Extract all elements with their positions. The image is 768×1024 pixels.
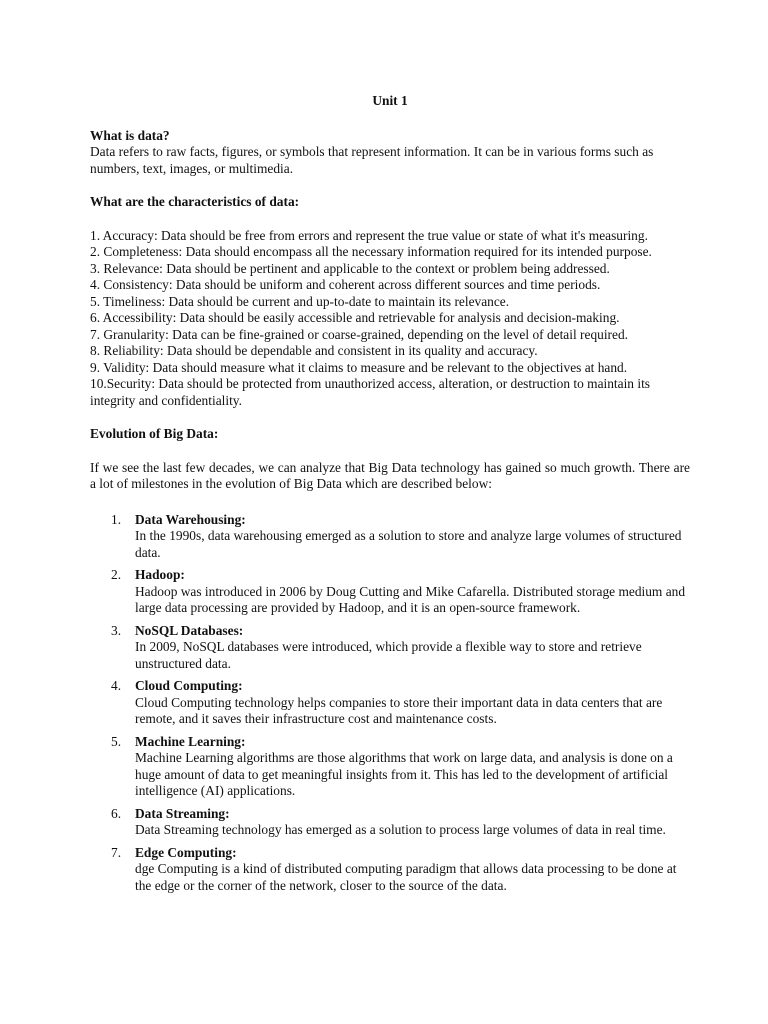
milestone-item — [90, 678, 690, 728]
milestone-number: 7. — [111, 844, 122, 860]
characteristic-item: 9. Validity: Data should measure what it claims to measure and be relevant to the objectives at hand. — [90, 359, 628, 375]
milestone-description: Data Streaming technology has emerged as a solution to process large volumes of data in real time. — [135, 822, 666, 837]
milestone-description: dge Computing is a kind of distributed computing paradigm that allows data processing to be done at the edge or the corner of the network, closer to the source of the data. — [135, 861, 677, 893]
milestone-number: 4. — [111, 678, 122, 693]
milestone-title: Edge Computing: — [135, 844, 237, 860]
document-content — [90, 93, 690, 900]
characteristic-item: 4. Consistency: Data should be uniform and coherent across different sources and time periods. — [90, 277, 601, 292]
milestone-number: 5. — [111, 733, 122, 749]
milestone-title: Data Streaming: — [135, 805, 230, 821]
characteristic-item: 3. Relevance: Data should be pertinent and applicable to the context or problem being addressed. — [90, 260, 610, 276]
evolution-intro: If we see the last few decades, we can analyze that Big Data technology has gained so much growth. There are a lot of milestones in the evolution of Big Data which are described below: — [90, 459, 690, 491]
characteristic-item: 8. Reliability: Data should be dependable and consistent in its quality and accuracy. — [90, 343, 538, 358]
milestone-item — [90, 623, 690, 673]
milestones-list — [90, 512, 690, 895]
milestone-item — [90, 734, 690, 800]
characteristics-list — [90, 228, 690, 410]
characteristic-item: 2. Completeness: Data should encompass all the necessary information required for its intended purpose. — [90, 244, 652, 259]
milestone-item — [90, 806, 690, 839]
milestone-item — [90, 567, 690, 617]
milestone-title: Cloud Computing: — [135, 678, 243, 693]
milestone-title: Machine Learning: — [135, 733, 246, 749]
milestone-title: Hadoop: — [135, 567, 185, 582]
what-is-data-heading: What is data? — [90, 127, 170, 143]
milestone-item — [90, 512, 690, 562]
milestone-title: Data Warehousing: — [135, 511, 246, 527]
characteristics-heading: What are the characteristics of data: — [90, 194, 300, 209]
characteristic-item: 5. Timeliness: Data should be current and up-to-date to maintain its relevance. — [90, 293, 510, 309]
milestone-number: 1. — [111, 511, 122, 527]
milestone-item — [90, 845, 690, 895]
milestone-description: In 2009, NoSQL databases were introduced, which provide a flexible way to store and retrieve unstructured data. — [135, 639, 642, 671]
page-title: Unit 1 — [372, 93, 408, 108]
milestone-number: 3. — [111, 622, 122, 638]
characteristic-item: 1. Accuracy: Data should be free from errors and represent the true value or state of what it's measuring. — [90, 227, 648, 243]
milestone-description: Machine Learning algorithms are those algorithms that work on large data, and analysis is done on a huge amount of data to get meaningful insights from it. This has led to the development of artificial intelligence (AI) applications. — [135, 750, 673, 798]
milestone-description: In the 1990s, data warehousing emerged as a solution to store and analyze large volumes of structured data. — [135, 528, 682, 560]
characteristic-item: 6. Accessibility: Data should be easily accessible and retrievable for analysis and decision-making. — [90, 310, 620, 325]
milestone-title: NoSQL Databases: — [135, 622, 244, 638]
milestone-description: Hadoop was introduced in 2006 by Doug Cutting and Mike Cafarella. Distributed storage medium and large data processing are provided by Hadoop, and it is an open-source framework. — [135, 583, 686, 615]
milestone-description: Cloud Computing technology helps companies to store their important data in data centers that are remote, and it saves their infrastructure cost and maintenance costs. — [135, 694, 663, 726]
characteristic-item: 10.Security: Data should be protected from unauthorized access, alteration, or destruction to maintain its integrity and confidentiality. — [90, 376, 651, 408]
evolution-heading: Evolution of Big Data: — [90, 426, 219, 441]
characteristic-item: 7. Granularity: Data can be fine-grained or coarse-grained, depending on the level of detail required. — [90, 326, 628, 342]
milestone-number: 2. — [111, 567, 122, 582]
milestone-number: 6. — [111, 805, 122, 821]
what-is-data-body: Data refers to raw facts, figures, or symbols that represent information. It can be in various forms such as numbers, text, images, or multimedia. — [90, 144, 654, 176]
